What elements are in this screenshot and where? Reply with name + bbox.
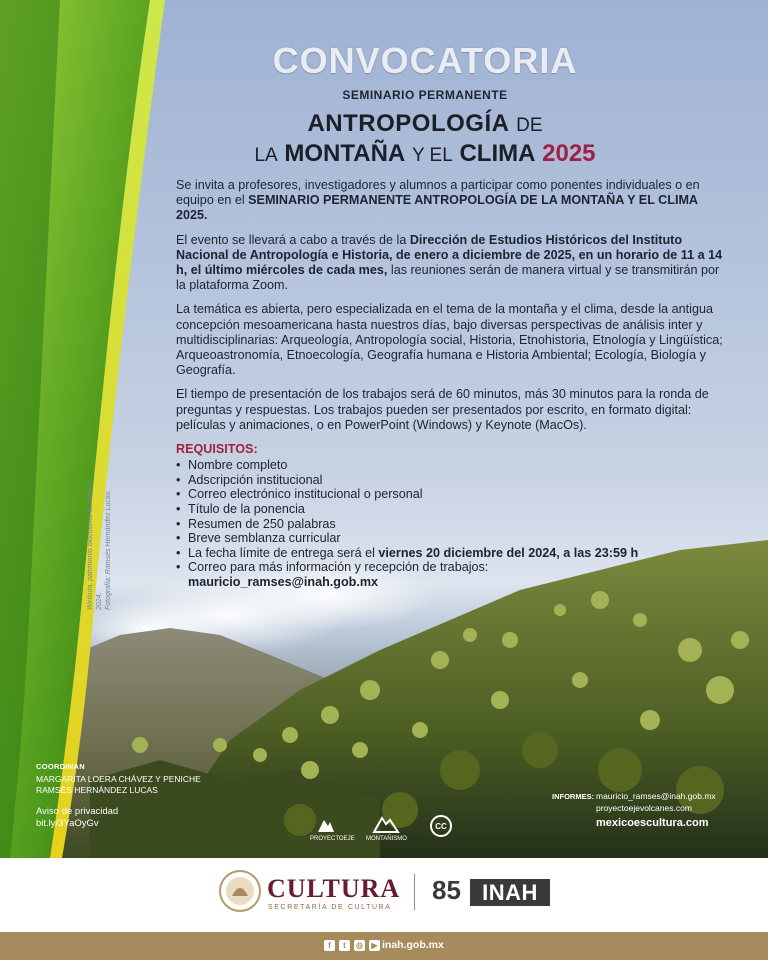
informes-label: INFORMES:: [552, 792, 595, 801]
req-contact: [176, 560, 726, 589]
footer-website-link[interactable]: inah.gob.mx: [382, 939, 444, 951]
title-line-1: [240, 110, 610, 138]
paragraph-tiempo: El tiempo de presentación de los trabajos será de 60 minutos, más 30 minutos para la ronda de preguntas y respuestas. Los trabajos pueden ser presentados por escrito, en formato digital: películas y animaciones, o en PowerPoint (Windows) y Keynote (MacOs).: [176, 387, 709, 432]
privacy-label: Aviso de privacidad: [36, 806, 119, 817]
req-item: • Resumen de 250 palabras: [176, 517, 726, 532]
req-deadline: [176, 546, 726, 561]
inah-logo: INAH: [470, 879, 550, 906]
title-de: DE: [516, 115, 543, 136]
cultura-subtitle: SECRETARÍA DE CULTURA: [268, 904, 392, 911]
informes-block: [552, 791, 716, 830]
requisitos-heading: REQUISITOS:: [176, 442, 258, 457]
paragraph-event: [176, 233, 726, 294]
cultura-logo-text: CULTURA: [267, 874, 401, 903]
montanismo-label: MONTAÑISMO: [366, 836, 407, 842]
logo-divider: [414, 874, 415, 910]
circle-logo-icon: [429, 814, 453, 838]
title-clima: CLIMA: [459, 140, 536, 167]
title-block: [240, 40, 610, 168]
informes-site-2[interactable]: mexicoescultura.com: [596, 817, 709, 829]
youtube-icon[interactable]: ▶: [369, 940, 380, 951]
mountain-logo-icon: [316, 814, 336, 834]
privacy-link[interactable]: bit.ly/3YaOyGv: [36, 818, 99, 829]
req-item: • Correo electrónico institucional o personal: [176, 487, 726, 502]
contact-email-link[interactable]: mauricio_ramses@inah.gob.mx: [188, 575, 379, 589]
body-text: [176, 178, 726, 590]
coordinator-name-1: MARGARITA LOERA CHÁVEZ Y PENICHE: [36, 774, 201, 784]
coordinan-heading: COORDINAN: [36, 762, 85, 771]
inah-85-number: 85: [432, 875, 461, 905]
credit-line-1: Wirikuta, patrimonio biocultural de México, 2024.: [87, 478, 103, 610]
p2-tail: las reuniones serán de manera virtual y se transmitirán por la plataforma Zoom.: [176, 263, 720, 293]
deadline-text: La fecha límite de entrega será el: [188, 545, 379, 560]
green-ribbon-decoration: [0, 0, 180, 858]
req-item: • Breve semblanza curricular: [176, 531, 726, 546]
req-item: • Título de la ponencia: [176, 502, 726, 517]
social-icons: [324, 940, 380, 951]
title-y-el: Y EL: [411, 145, 453, 166]
mexico-seal-icon: [218, 868, 262, 914]
informes-site-1[interactable]: proyectoejevolcanes.com: [596, 802, 692, 813]
coordinan-block: [36, 762, 201, 830]
third-logo-label: CC: [435, 822, 447, 831]
req-item: • Nombre completo: [176, 458, 726, 473]
third-logo: [428, 814, 454, 840]
title-montana: MONTAÑA: [284, 140, 406, 167]
deadline-date: viernes 20 diciembre del 2024, a las 23:59 h: [378, 545, 639, 560]
informes-email[interactable]: mauricio_ramses@inah.gob.mx: [596, 791, 716, 801]
requisitos-list: [176, 458, 726, 589]
montanismo-logo: [366, 814, 406, 842]
title-la: LA: [254, 145, 278, 166]
title-line-2: [240, 140, 610, 168]
p1-bold: SEMINARIO PERMANENTE ANTROPOLOGÍA DE LA MONTAÑA Y EL CLIMA 2025.: [176, 193, 698, 223]
facebook-icon[interactable]: f: [324, 940, 335, 951]
title-year: 2025: [542, 140, 596, 167]
proyectoeje-logo: [310, 814, 355, 842]
twitter-icon[interactable]: t: [339, 940, 350, 951]
convocatoria-heading: CONVOCATORIA: [272, 40, 578, 81]
p2-text: El evento se llevará a cabo a través de la: [176, 232, 410, 247]
proyectoeje-label: PROYECTOEJE: [310, 836, 355, 842]
credit-line-2: Fotografía: Ramsés Hernández Lucas.: [105, 489, 112, 610]
req-item: • Adscripción institucional: [176, 473, 726, 488]
contact-text: Correo para más información y recepción de trabajos:: [188, 560, 489, 575]
photo-credit: [86, 460, 113, 610]
partner-logos: [310, 814, 460, 848]
coordinator-name-2: RAMSÉS HERNÁNDEZ LUCAS: [36, 785, 158, 795]
paragraph-invitation: [176, 178, 726, 224]
paragraph-tematica: La temática es abierta, pero especializada en el tema de la montaña y el clima, desde la antigua concepción mesoamericana hasta nuestros días, bajo diversas perspectivas de análisis inter y multidisciplinarias: Arqueología, Antropología social, Historia, Etnohistoria, Etnología y Lingüística; Arqueoastronomía, Etnoecología, Geografía humana e Historia Ambiental; Ecología, Biología y Geografía.: [176, 302, 723, 378]
title-antropologia: ANTROPOLOGÍA: [307, 110, 510, 137]
p2-bold: Dirección de Estudios Históricos del Instituto Nacional de Antropología e Historia, de enero a diciembre de 2025, en un horario de 11 a 14 h, el último miércoles de cada mes,: [176, 232, 723, 278]
seminario-subtitle: SEMINARIO PERMANENTE: [342, 88, 508, 102]
p1-text: Se invita a profesores, investigadores y alumnos a participar como ponentes individuales o en equipo en el: [176, 178, 700, 208]
instagram-icon[interactable]: ◎: [354, 940, 365, 951]
climber-logo-icon: [372, 814, 400, 834]
